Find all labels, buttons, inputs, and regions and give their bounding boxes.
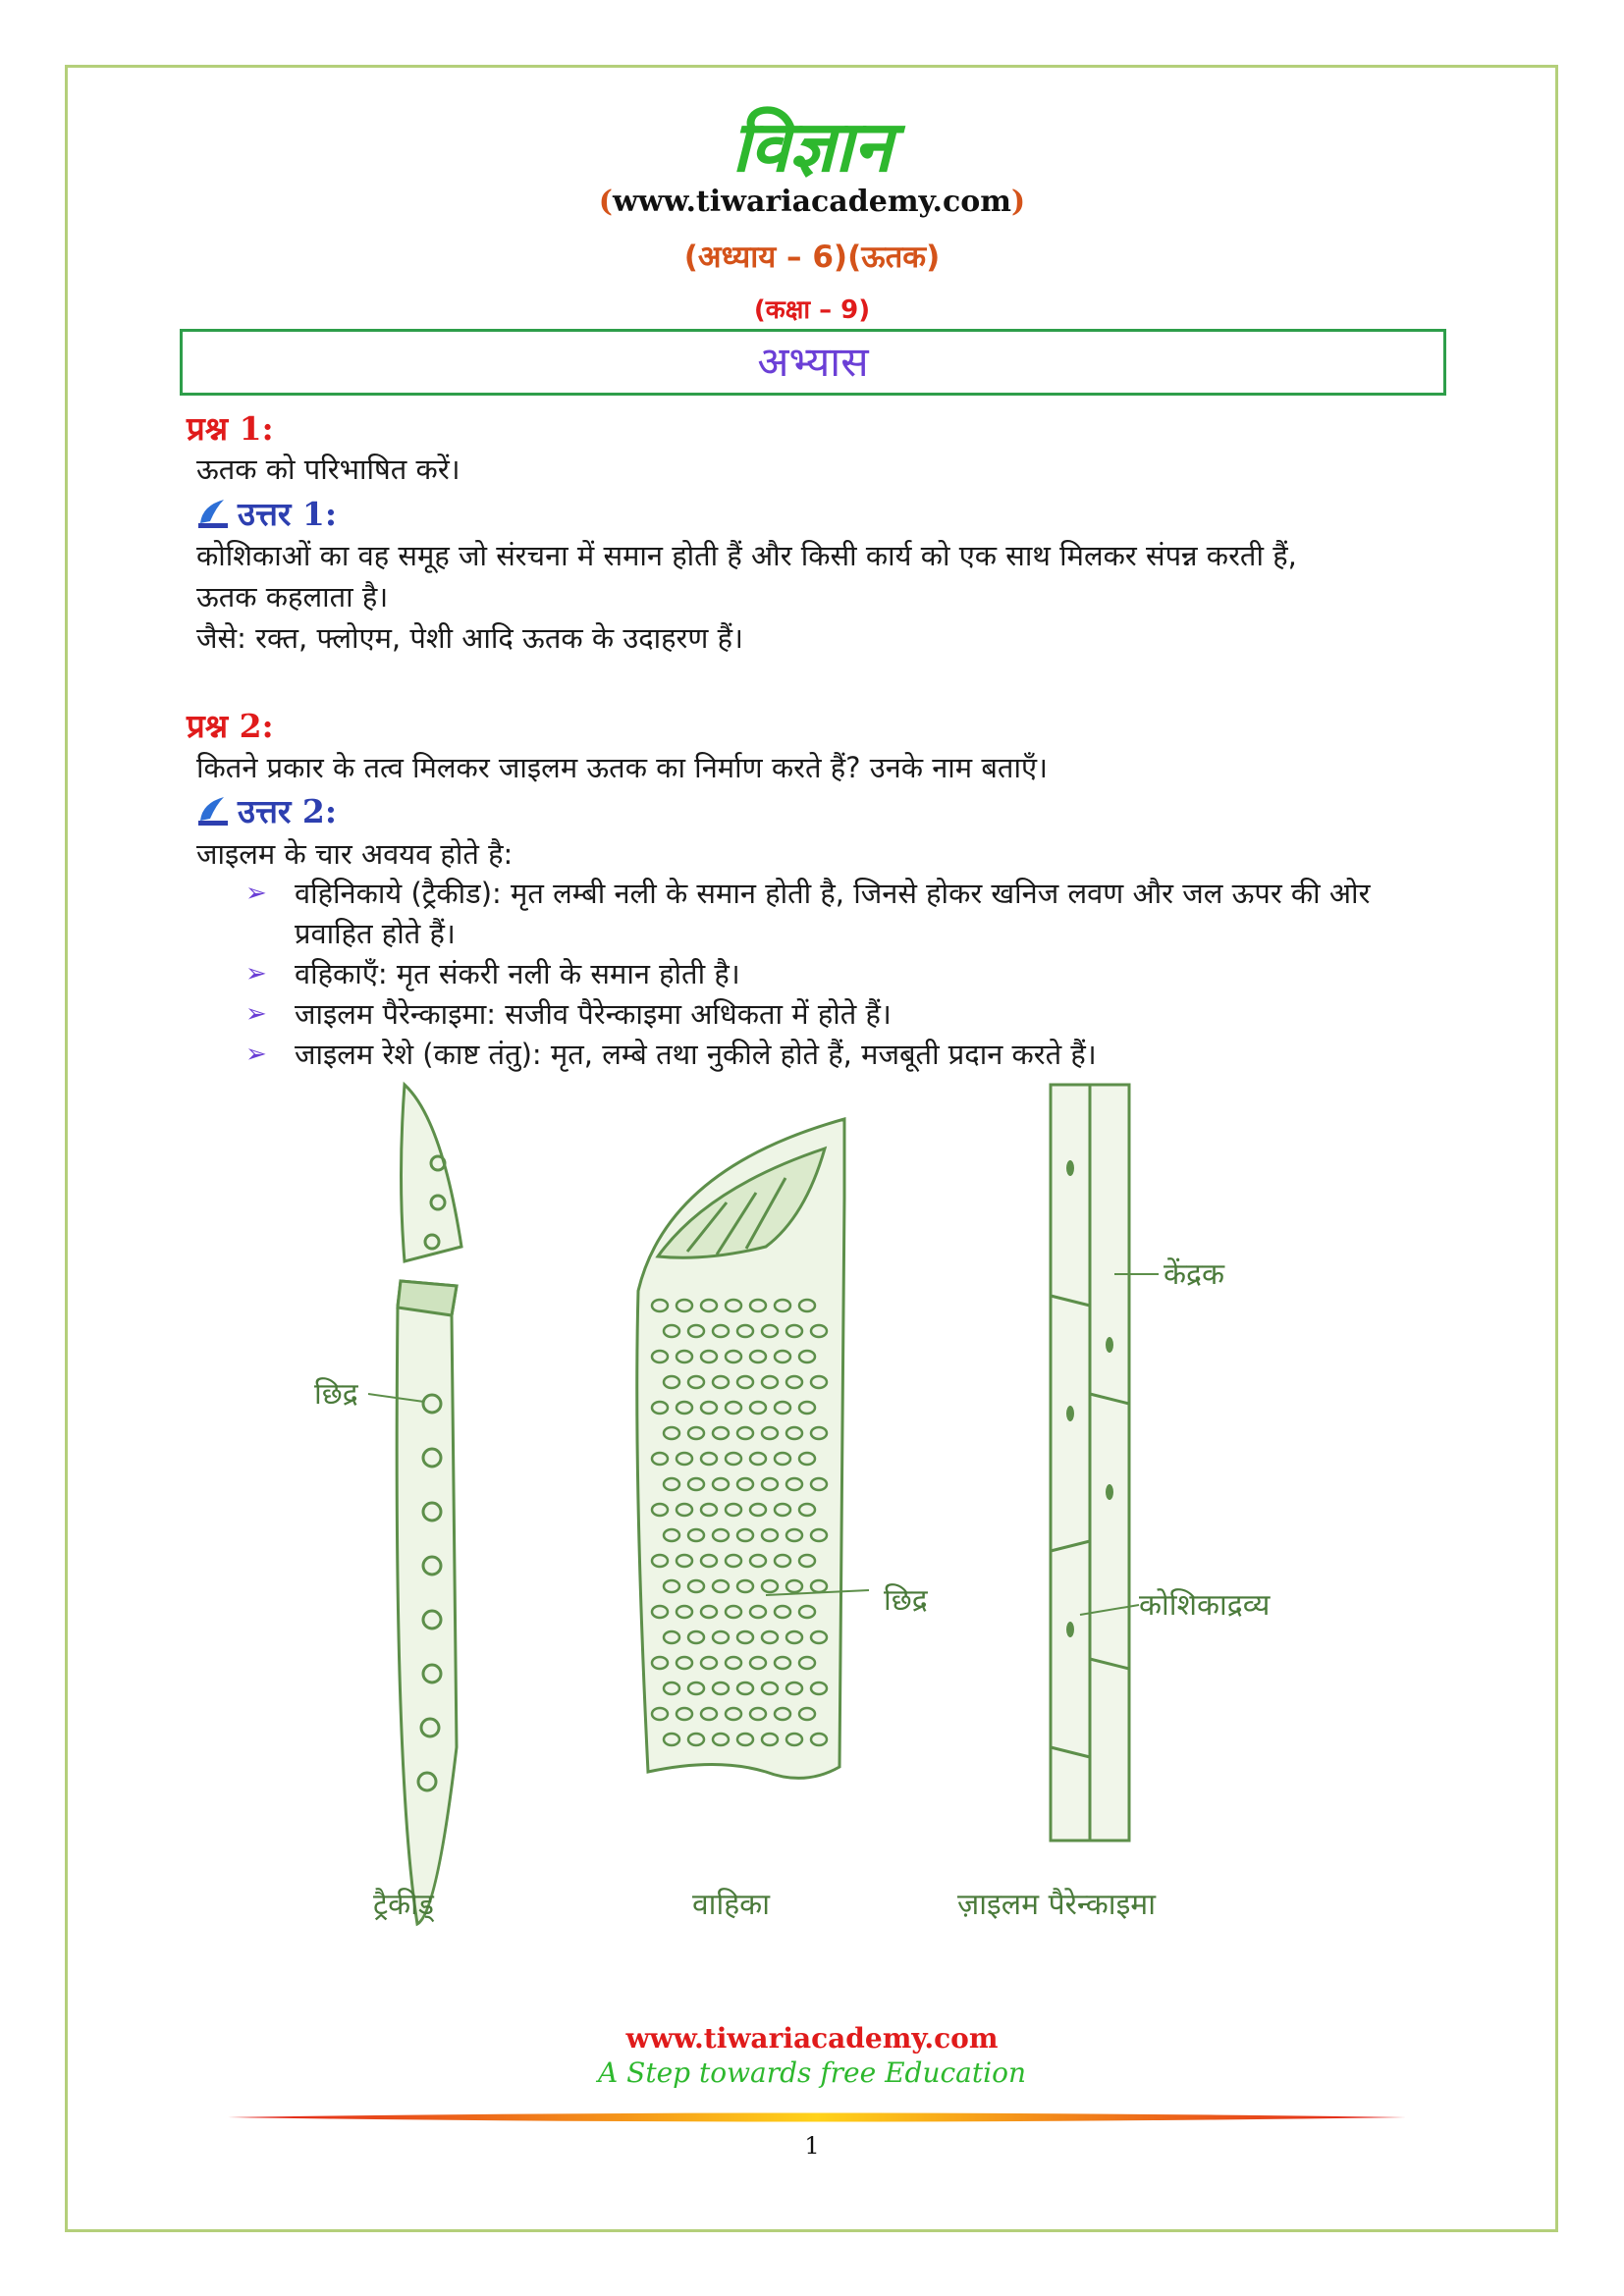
tiwari-logo-icon bbox=[196, 795, 230, 827]
arrow-bullet-icon: ➢ bbox=[245, 999, 267, 1029]
question-2-text: कितने प्रकार के तत्व मिलकर जाइलम ऊतक का निर्माण करते हैं? उनके नाम बताएँ। bbox=[196, 751, 1048, 784]
label-tracheid: ट्रैकीड् bbox=[373, 1888, 434, 1922]
label-vessel: वाहिका bbox=[692, 1888, 770, 1922]
footer-divider bbox=[228, 2110, 1406, 2124]
section-title: अभ्यास bbox=[180, 329, 1446, 396]
label-xylem-parenchyma: ज़ाइलम पैरेन्काइमा bbox=[957, 1888, 1157, 1922]
question-2-label: प्रश्न 2: bbox=[187, 707, 274, 745]
label-cytoplasm: कोशिकाद्रव्य bbox=[1139, 1588, 1271, 1623]
label-pore-left: छिद्र bbox=[314, 1377, 358, 1412]
answer-1-line-3: जैसे: रक्त, फ्लोएम, पेशी आदि ऊतक के उदाहरण हैं। bbox=[196, 621, 743, 655]
list-item: ➢ जाइलम रेशे (काष्ट तंतु): मृत, लम्बे तथा नुकीले होते हैं, मजबूती प्रदान करते हैं। bbox=[245, 1035, 1453, 1075]
arrow-bullet-icon: ➢ bbox=[245, 879, 267, 908]
xylem-components-list bbox=[245, 874, 1453, 1075]
page-number: 1 bbox=[804, 2132, 820, 2160]
list-item: ➢ जाइलम पैरेन्काइमा: सजीव पैरेन्काइमा अधिकता में होते हैं। bbox=[245, 994, 1453, 1035]
xylem-diagram-svg bbox=[295, 1080, 1326, 1944]
footer-site-url[interactable]: www.tiwariacademy.com bbox=[625, 2022, 999, 2055]
tiwari-logo-icon bbox=[196, 498, 230, 529]
answer-2-label: उत्तर 2: bbox=[196, 788, 337, 832]
class-label: (कक्षा – 9) bbox=[753, 295, 871, 325]
list-item: ➢ वहिनिकाये (ट्रैकीड): मृत लम्बी नली के समान होती है, जिनसे होकर खनिज लवण और जल ऊपर की ओर प्रवाहित होते हैं। bbox=[245, 874, 1453, 954]
page-title: विज्ञान bbox=[731, 105, 893, 187]
arrow-bullet-icon: ➢ bbox=[245, 1040, 267, 1069]
arrow-bullet-icon: ➢ bbox=[245, 959, 267, 988]
list-item: ➢ वहिकाएँ: मृत संकरी नली के समान होती है। bbox=[245, 954, 1453, 994]
question-1-label: प्रश्न 1: bbox=[187, 409, 274, 448]
label-pore-middle: छिद्र bbox=[884, 1583, 928, 1618]
xylem-diagram bbox=[295, 1080, 1326, 1944]
answer-1-line-2: ऊतक कहलाता है। bbox=[196, 580, 389, 614]
chapter-heading: (अध्याय – 6)(ऊतक) bbox=[683, 240, 941, 275]
header-site-url[interactable]: (www.tiwariacademy.com) bbox=[598, 185, 1026, 219]
answer-1-label: उत्तर 1: bbox=[196, 491, 337, 535]
footer-tagline: A Step towards free Education bbox=[598, 2056, 1026, 2089]
answer-1-line-1: कोशिकाओं का वह समूह जो संरचना में समान होती हैं और किसी कार्य को एक साथ मिलकर संपन्न करती हैं, bbox=[196, 539, 1297, 572]
question-1-text: ऊतक को परिभाषित करें। bbox=[196, 453, 460, 486]
label-nucleus: केंद्रक bbox=[1164, 1257, 1225, 1292]
answer-2-intro: जाइलम के चार अवयव होते है: bbox=[196, 837, 514, 871]
